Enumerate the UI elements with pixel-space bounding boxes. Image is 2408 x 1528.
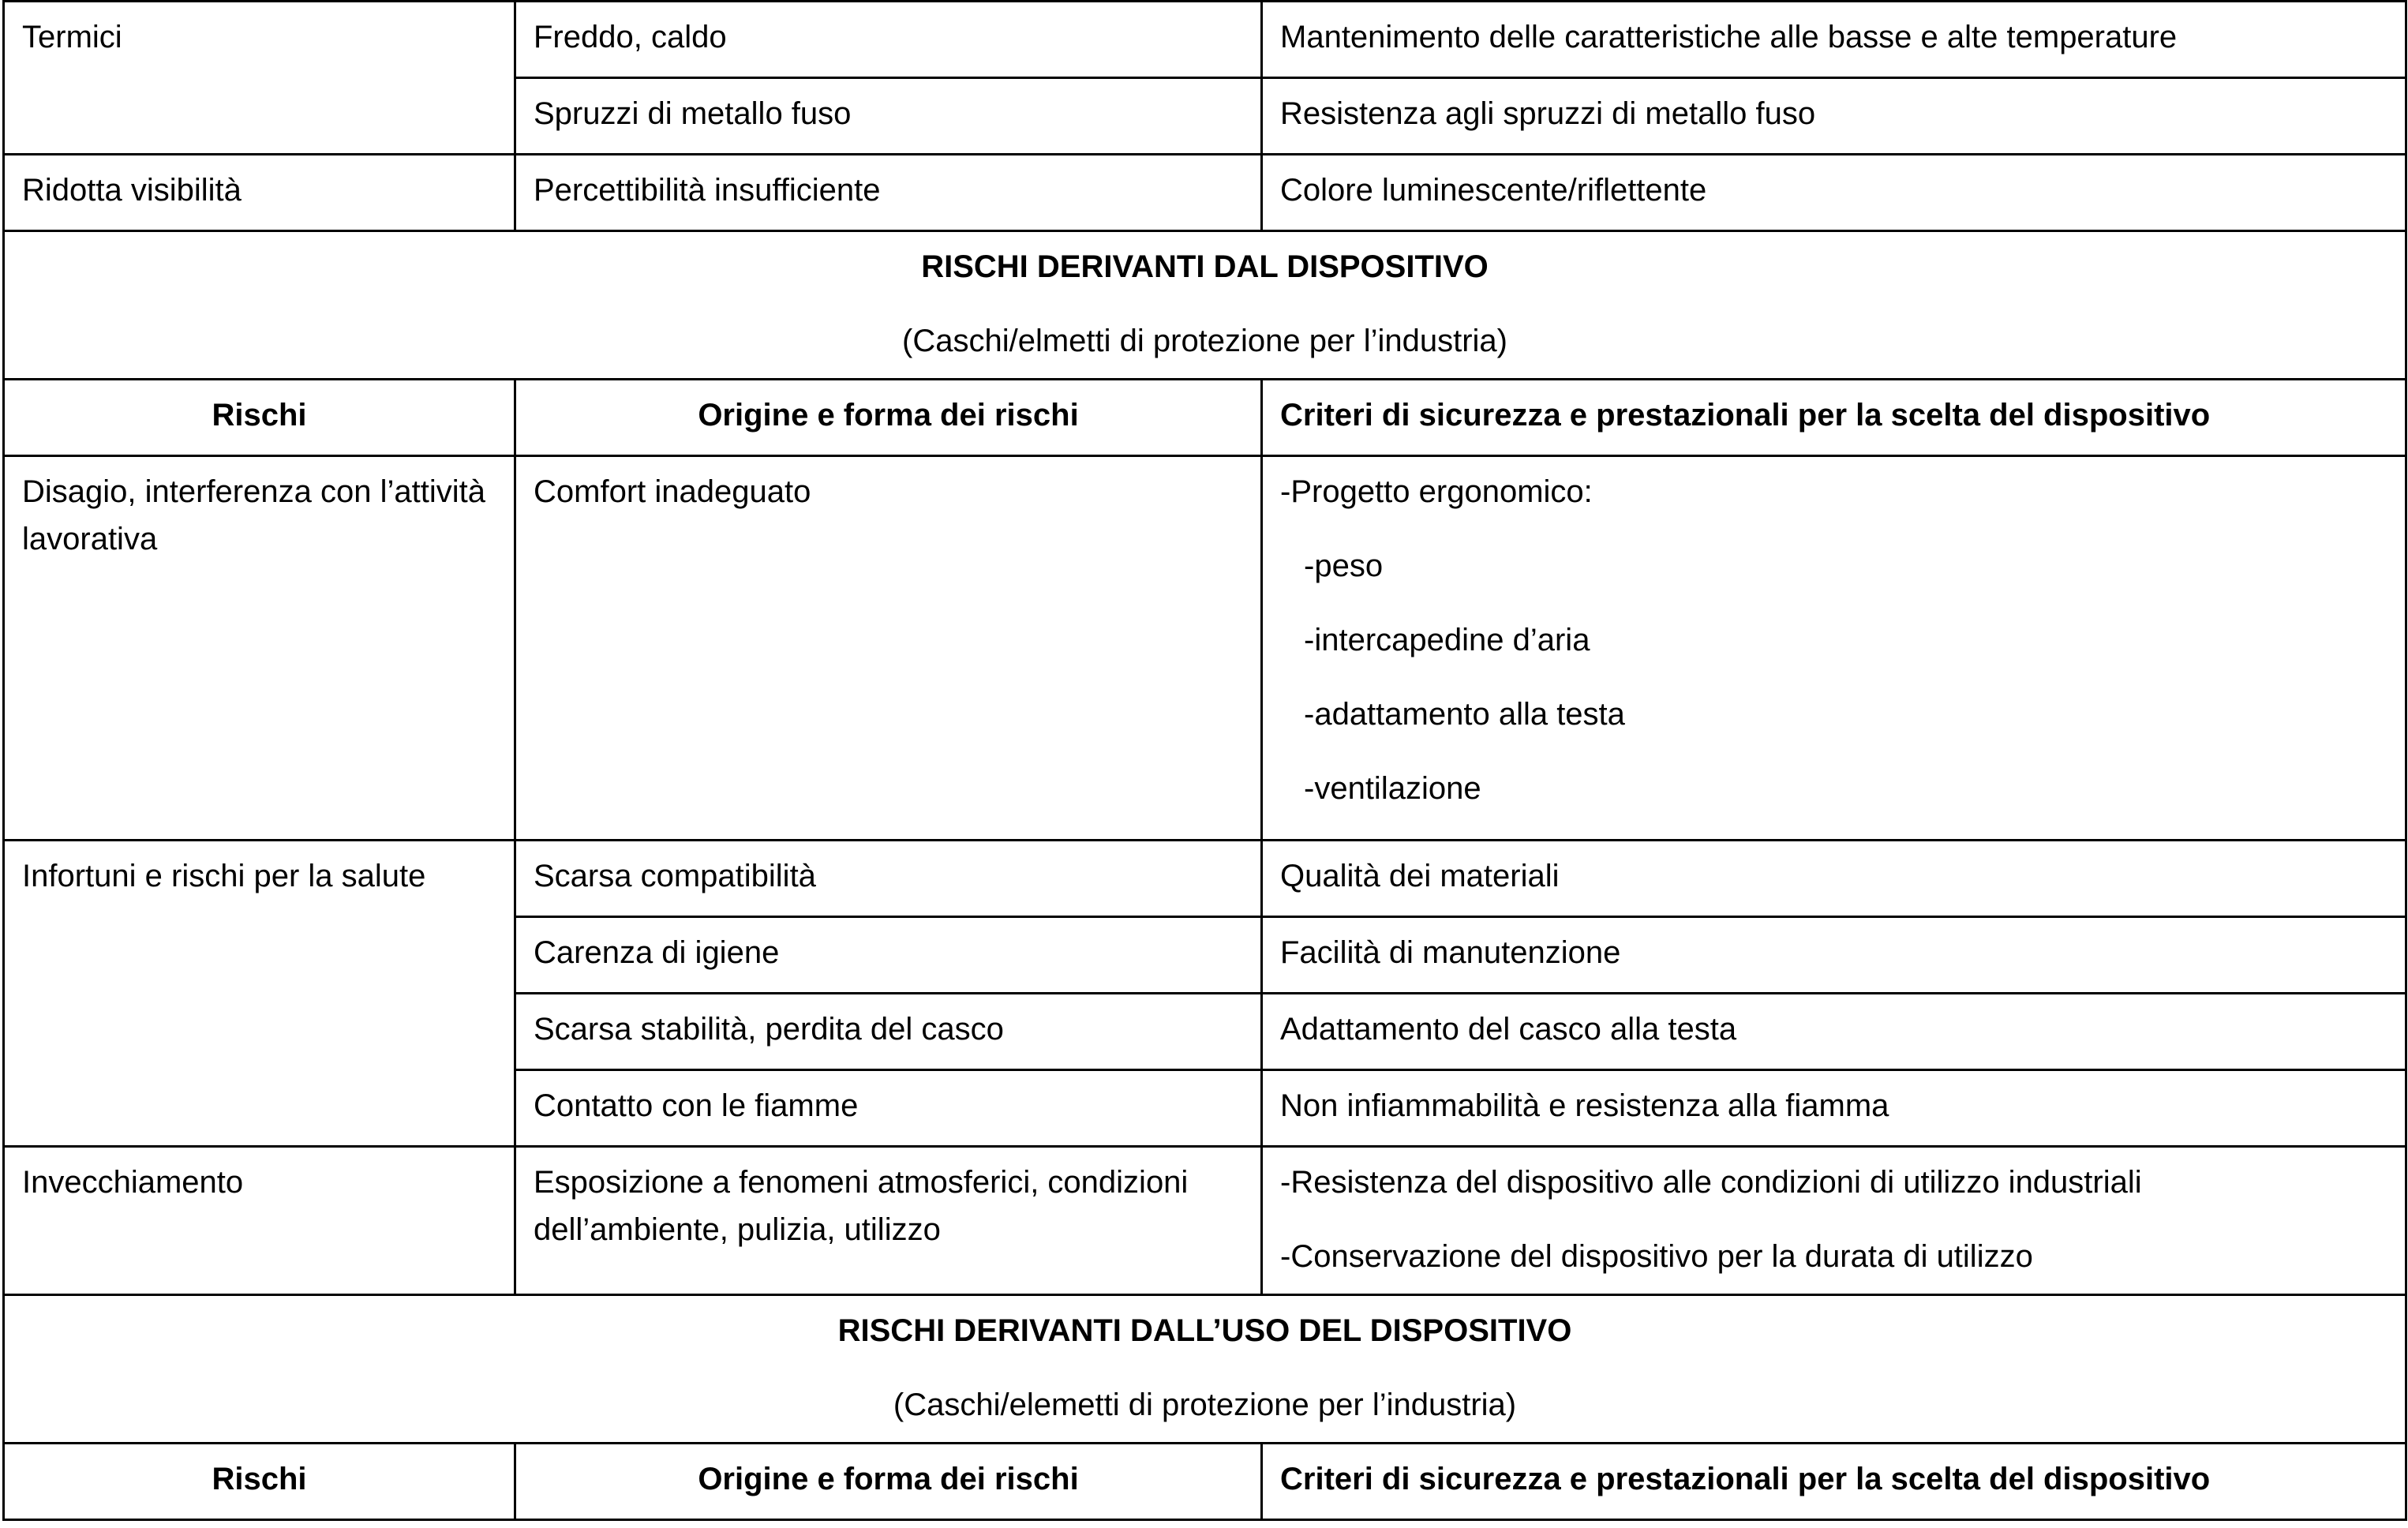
column-header-rischi: Rischi: [4, 380, 515, 456]
section-header: [4, 1295, 2406, 1444]
origin-cell: Percettibilità insufficiente: [515, 155, 1262, 231]
risk-table: [2, 0, 2407, 1521]
origin-cell: Scarsa stabilità, perdita del casco: [515, 994, 1262, 1070]
section-row: [4, 231, 2406, 380]
criteria-cell: [1262, 1147, 2406, 1295]
criteria-cell: [1262, 456, 2406, 841]
column-header-rischi: Rischi: [4, 1444, 515, 1520]
criteria-cell: Resistenza agli spruzzi di metallo fuso: [1262, 78, 2406, 155]
criteria-item: -peso: [1304, 549, 1384, 583]
criteria-cell: Mantenimento delle caratteristiche alle basse e alte temperature: [1262, 2, 2406, 78]
risk-cell: Invecchiamento: [4, 1147, 515, 1295]
section-header: [4, 231, 2406, 380]
origin-cell: Spruzzi di metallo fuso: [515, 78, 1262, 155]
section-subtitle: (Caschi/elmetti di protezione per l’industria): [902, 324, 1507, 358]
origin-cell: Comfort inadeguato: [515, 456, 1262, 841]
origin-cell: Esposizione a fenomeni atmosferici, condizioni dell’ambiente, pulizia, utilizzo: [515, 1147, 1262, 1295]
section-subtitle: (Caschi/elemetti di protezione per l’industria): [893, 1388, 1517, 1422]
column-header-row: [4, 1444, 2406, 1520]
criteria-cell: Facilità di manutenzione: [1262, 917, 2406, 994]
criteria-item: -ventilazione: [1304, 771, 1481, 806]
table-row: [4, 1147, 2406, 1295]
table-row: [4, 456, 2406, 841]
criteria-heading: -Progetto ergonomico:: [1280, 474, 1593, 509]
section-title: RISCHI DERIVANTI DAL DISPOSITIVO: [921, 249, 1489, 284]
origin-cell: Freddo, caldo: [515, 2, 1262, 78]
risk-cell: Termici: [4, 2, 515, 155]
section-row: [4, 1295, 2406, 1444]
column-header-criteri: Criteri di sicurezza e prestazionali per la scelta del dispositivo: [1262, 1444, 2406, 1520]
criteria-line: -Conservazione del dispositivo per la durata di utilizzo: [1280, 1239, 2033, 1274]
criteria-cell: Colore luminescente/riflettente: [1262, 155, 2406, 231]
table-row: [4, 155, 2406, 231]
criteria-cell: Adattamento del casco alla testa: [1262, 994, 2406, 1070]
risk-cell: Infortuni e rischi per la salute: [4, 841, 515, 1147]
origin-cell: Contatto con le fiamme: [515, 1070, 1262, 1147]
criteria-cell: Non infiammabilità e resistenza alla fiamma: [1262, 1070, 2406, 1147]
column-header-row: [4, 380, 2406, 456]
criteria-item: -adattamento alla testa: [1304, 697, 1625, 732]
criteria-line: -Resistenza del dispositivo alle condizioni di utilizzo industriali: [1280, 1165, 2142, 1200]
risk-cell: Ridotta visibilità: [4, 155, 515, 231]
section-title: RISCHI DERIVANTI DALL’USO DEL DISPOSITIVO: [837, 1313, 1572, 1348]
risk-cell: Disagio, interferenza con l’attività lavorativa: [4, 456, 515, 841]
origin-cell: Scarsa compatibilità: [515, 841, 1262, 917]
criteria-cell: Qualità dei materiali: [1262, 841, 2406, 917]
table-row: [4, 841, 2406, 917]
column-header-origine: Origine e forma dei rischi: [515, 1444, 1262, 1520]
origin-cell: Carenza di igiene: [515, 917, 1262, 994]
table-row: [4, 2, 2406, 78]
column-header-origine: Origine e forma dei rischi: [515, 380, 1262, 456]
criteria-item: -intercapedine d’aria: [1304, 623, 1590, 657]
column-header-criteri: Criteri di sicurezza e prestazionali per la scelta del dispositivo: [1262, 380, 2406, 456]
